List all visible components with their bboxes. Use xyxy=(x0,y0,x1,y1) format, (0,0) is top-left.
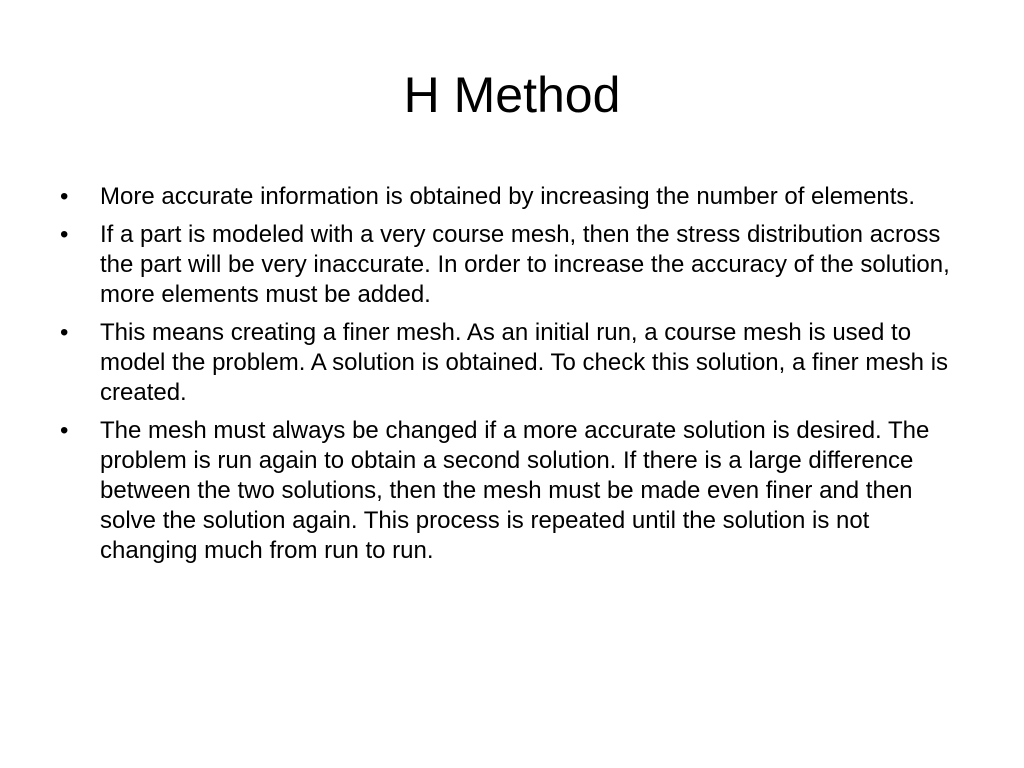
bullet-dot-icon: • xyxy=(60,319,69,346)
bullet-dot-icon: • xyxy=(60,221,69,248)
bullet-dot-icon: • xyxy=(60,417,69,444)
bullet-list xyxy=(60,182,970,574)
bullet-text: The mesh must always be changed if a more accurate solution is desired. The problem is run again to obtain a second solution. If there is a large difference between the two solutions, then the mesh must be made even finer and then solve the solution again. This process is repeated until the solution is not changing much from run to run. xyxy=(100,417,930,564)
slide-title: H Method xyxy=(403,67,621,123)
bullet-text: More accurate information is obtained by increasing the number of elements. xyxy=(100,183,916,210)
bullet-item xyxy=(60,318,970,408)
bullet-item xyxy=(60,220,970,310)
bullet-dot-icon: • xyxy=(60,183,69,210)
bullet-text: If a part is modeled with a very course mesh, then the stress distribution across the part will be very inaccurate. In order to increase the accuracy of the solution, more elements must be added. xyxy=(100,221,950,308)
bullet-text: This means creating a finer mesh. As an initial run, a course mesh is used to model the problem. A solution is obtained. To check this solution, a finer mesh is created. xyxy=(100,319,949,406)
bullet-item xyxy=(60,416,970,566)
bullet-item xyxy=(60,182,970,212)
